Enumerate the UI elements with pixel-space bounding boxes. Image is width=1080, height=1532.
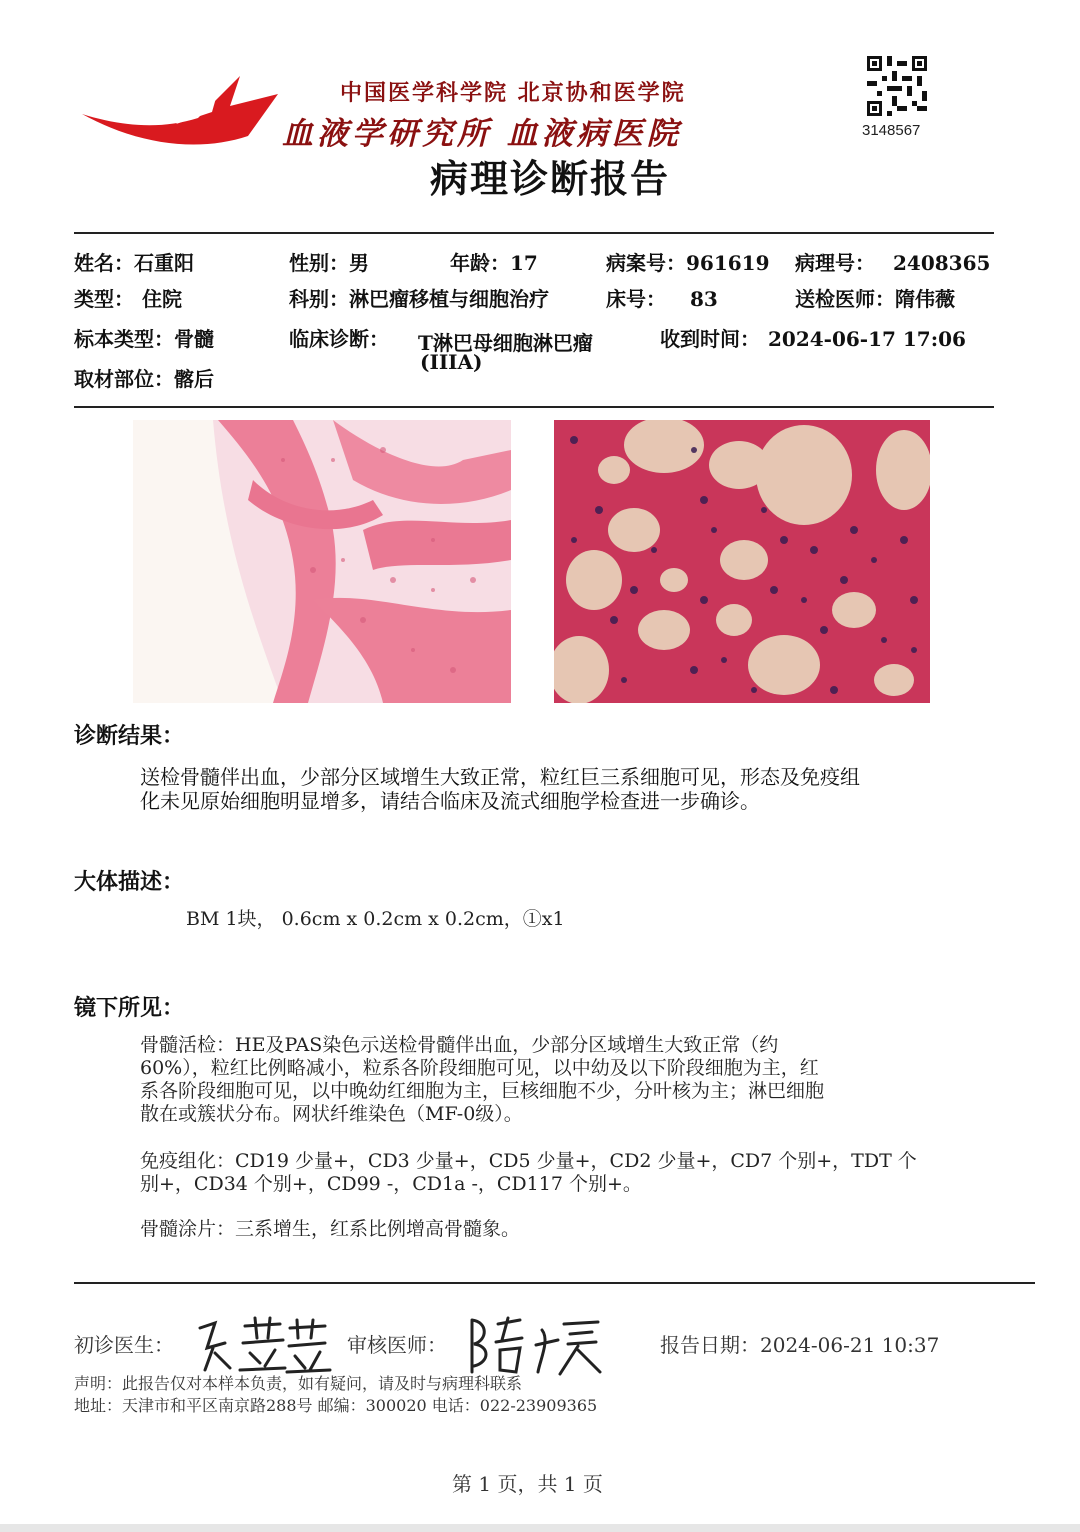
received-time-field: 收到时间： 2024-06-17 17:06 — [660, 327, 966, 351]
qr-id: 3148567 — [862, 122, 921, 139]
divider-info — [74, 406, 994, 408]
bone-marrow-smear-paragraph: 骨髓涂片：三系增生，红系比例增高骨髓象。 — [140, 1218, 521, 1240]
disclaimer: 声明：此报告仅对本样本负责，如有疑问，请及时与病理科联系 — [74, 1374, 523, 1393]
divider-footer — [74, 1282, 1035, 1284]
clinical-diagnosis-line2: (IIIA) — [420, 350, 483, 374]
clinical-diagnosis-label: 临床诊断： — [289, 327, 389, 351]
pathology-no-field: 病理号： 2408365 — [795, 251, 991, 275]
clinical-diagnosis-line1: T淋巴母细胞淋巴瘤 — [418, 331, 593, 355]
org-line2: 血液学研究所 血液病医院 — [282, 116, 682, 152]
hospital-address: 地址：天津市和平区南京路288号 邮编：300020 电话：022-23909365 — [74, 1396, 598, 1415]
age-field: 年龄：17 — [450, 251, 538, 275]
microscopic-paragraph-1: 骨髓活检：HE及PAS染色示送检骨髓伴出血，少部分区域增生大致正常（约 60%），粒红比例略减小，粒系各阶段细胞可见，以中幼及以下阶段细胞为主，红 系各阶段细胞可见，以中晚幼红细胞为主，巨核细胞不少，分叶核为主；淋巴细胞 散在或簇状分布。网状纤维染色（MF-0级）。 — [140, 1034, 825, 1125]
sex-field: 性别：男 — [289, 251, 369, 275]
type-field: 类型： 住院 — [74, 287, 182, 311]
diagnosis-text: 送检骨髓伴出血，少部分区域增生大致正常，粒红巨三系细胞可见，形态及免疫组 化未见原始细胞明显增多，请结合临床及流式细胞学检查进一步确诊。 — [140, 765, 860, 813]
name-field: 姓名：石重阳 — [74, 251, 194, 275]
microscopic-heading: 镜下所见： — [74, 996, 185, 1021]
page-number: 第 1 页，共 1 页 — [452, 1472, 603, 1496]
specimen-type-field: 标本类型：骨髓 — [74, 327, 214, 351]
initial-doctor-label: 初诊医生： — [74, 1333, 174, 1357]
hospital-logo-icon — [80, 66, 285, 148]
department-field: 科别：淋巴瘤移植与细胞治疗 — [289, 287, 549, 311]
gross-heading: 大体描述： — [74, 870, 185, 895]
org-line1: 中国医学科学院 北京协和医学院 — [340, 80, 686, 106]
diagnosis-heading: 诊断结果： — [74, 724, 185, 749]
bed-field: 床号： 83 — [606, 287, 718, 311]
high-power-histology-image — [554, 420, 930, 703]
immunohistochemistry-paragraph: 免疫组化：CD19 少量+，CD3 少量+，CD5 少量+，CD2 少量+，CD7 个别+，TDT 个 别+，CD34 个别+，CD99 -，CD1a -，CD117 个别+。 — [140, 1150, 917, 1195]
initial-doctor-signature — [185, 1308, 335, 1378]
qr-code-icon — [867, 56, 927, 116]
sampling-site-field: 取材部位：髂后 — [74, 367, 214, 391]
divider-top — [74, 232, 994, 234]
report-title: 病理诊断报告 — [430, 157, 671, 201]
referring-doctor-field: 送检医师：隋伟薇 — [795, 287, 955, 311]
report-date-field: 报告日期：2024-06-21 10:37 — [660, 1333, 940, 1357]
low-power-histology-image — [133, 420, 511, 703]
case-no-field: 病案号：961619 — [606, 251, 770, 275]
reviewer-label: 审核医师： — [347, 1333, 447, 1357]
reviewer-signature — [460, 1310, 610, 1380]
gross-text: BM 1块， 0.6cm x 0.2cm x 0.2cm，①x1 — [186, 908, 565, 930]
bottom-edge — [0, 1524, 1080, 1532]
